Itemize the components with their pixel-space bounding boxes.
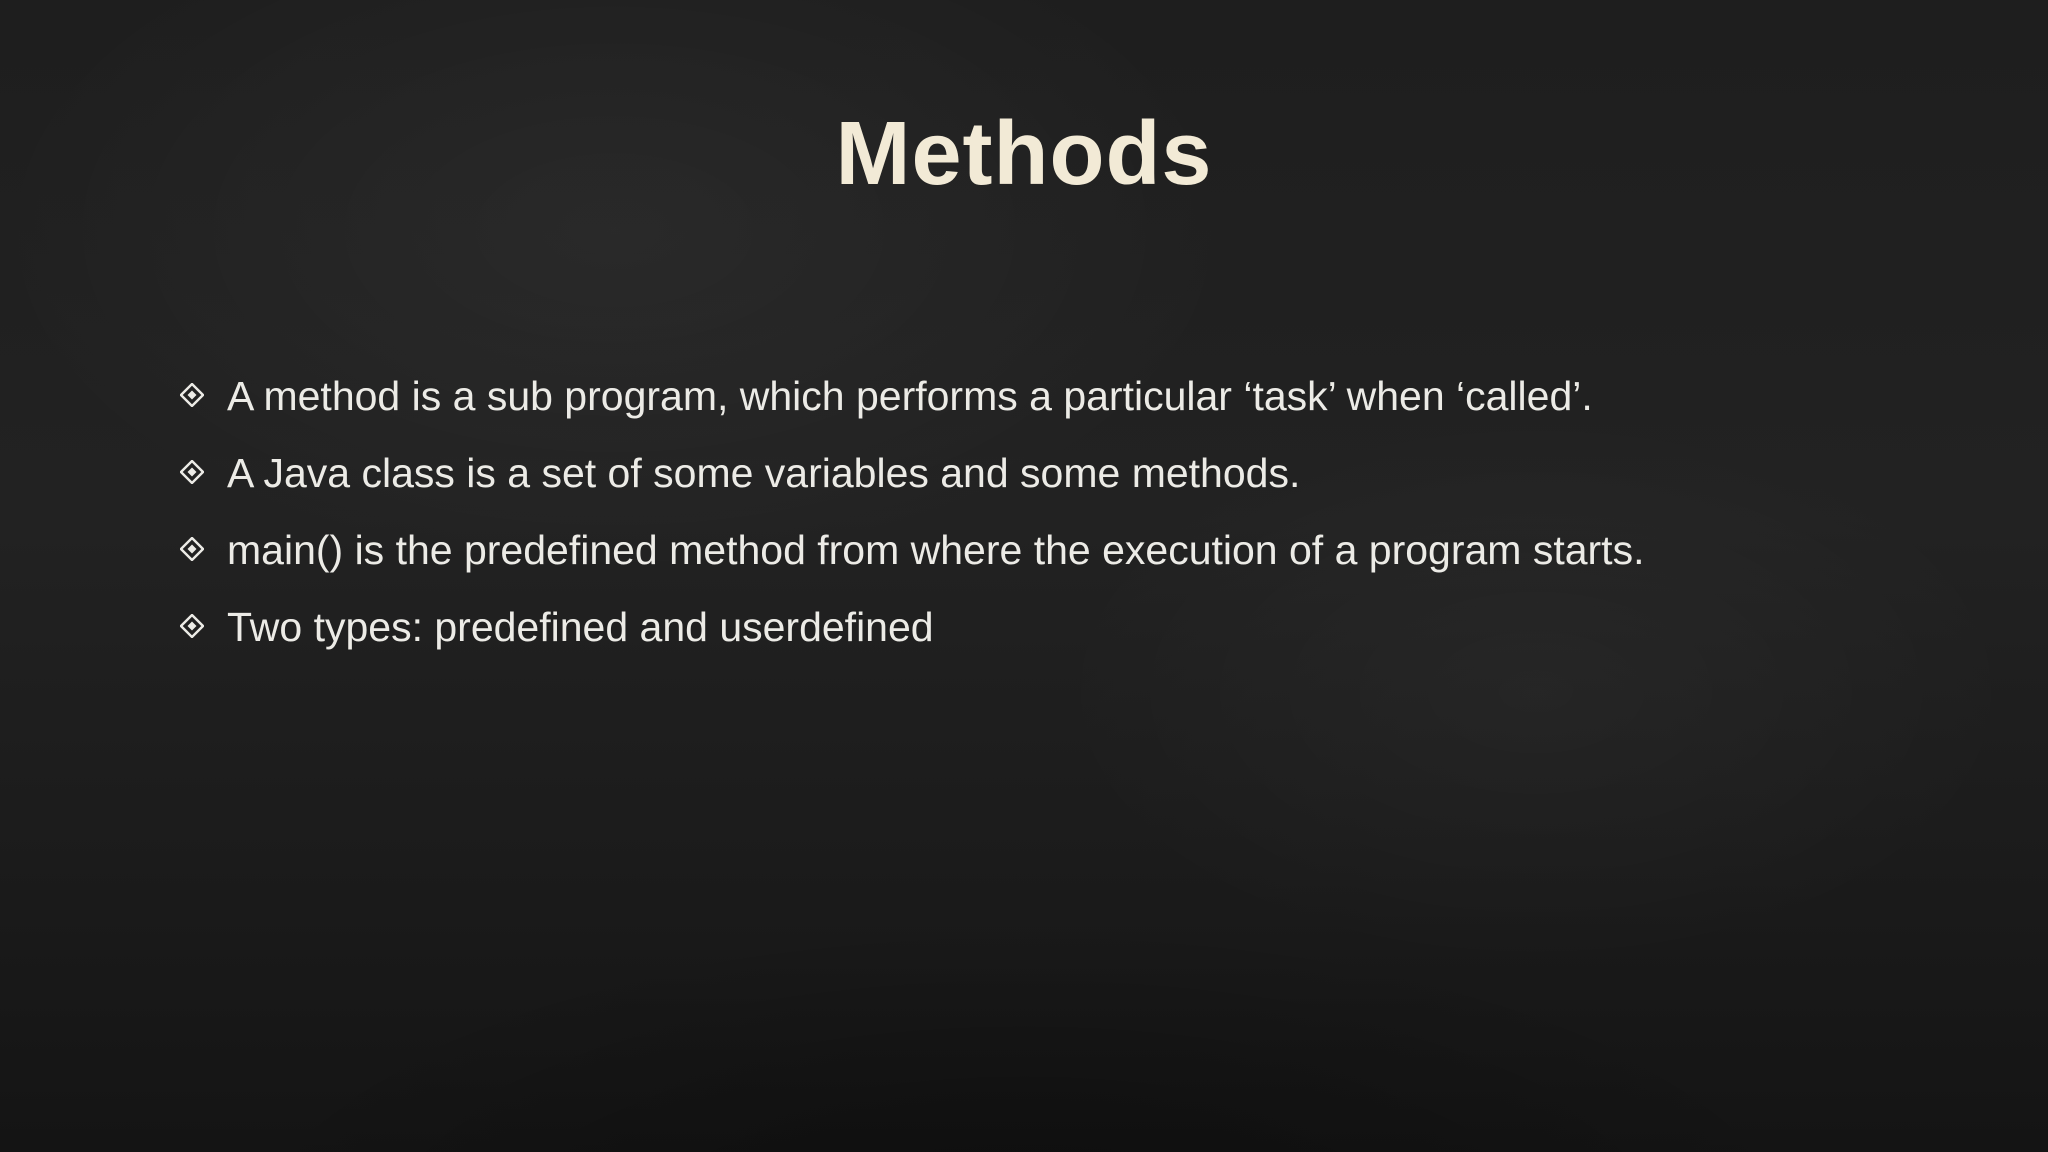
diamond-bullet-icon — [180, 460, 204, 484]
diamond-bullet-icon — [180, 537, 204, 561]
list-item — [176, 514, 1956, 591]
bullet-text: Two types: predefined and userdefined — [227, 604, 934, 650]
list-item — [176, 360, 1956, 437]
bullet-text: main() is the predefined method from where the execution of a program starts. — [227, 527, 1645, 573]
diamond-bullet-icon — [180, 383, 204, 407]
slide-title: Methods — [835, 104, 1213, 204]
bullet-text: A Java class is a set of some variables and some methods. — [227, 450, 1301, 496]
bullet-text: A method is a sub program, which performs a particular ‘task’ when ‘called’. — [227, 373, 1593, 419]
bullet-list — [176, 360, 1956, 668]
list-item — [176, 437, 1956, 514]
diamond-bullet-icon — [180, 614, 204, 638]
list-item — [176, 591, 1956, 668]
